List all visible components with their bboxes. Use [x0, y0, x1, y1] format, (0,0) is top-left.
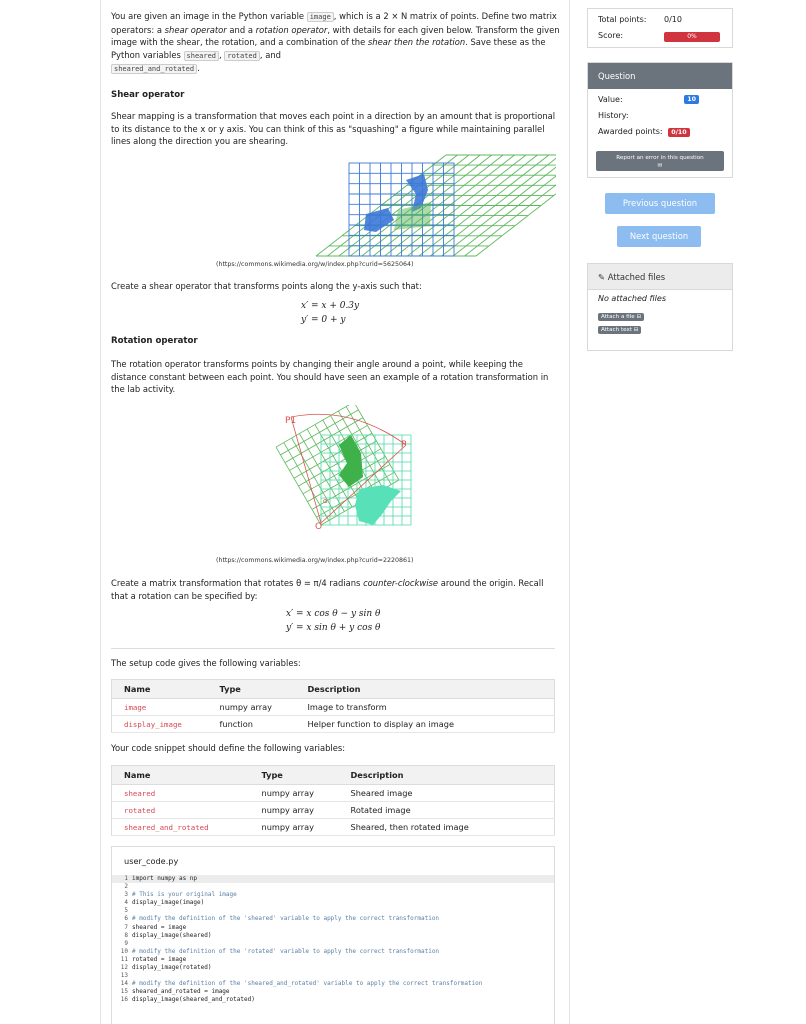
intro-text-6: , and [259, 49, 281, 60]
code-text: # This is your original image [132, 891, 237, 899]
var-rotated-chip: rotated [224, 51, 260, 61]
score-row [588, 31, 732, 40]
line-number: 14 [120, 980, 128, 988]
code-line[interactable] [112, 996, 554, 1004]
score-bar: 0% [664, 32, 720, 42]
setup-intro: The setup code gives the following variables: [111, 658, 301, 668]
awarded-label: Awarded points: [598, 127, 663, 136]
line-number: 2 [124, 883, 128, 891]
attached-files-header [588, 264, 732, 290]
line-number: 15 [120, 988, 128, 996]
define-header-name: Name [112, 766, 250, 785]
line-number: 12 [120, 964, 128, 972]
code-line[interactable] [112, 891, 554, 899]
table-row [112, 699, 555, 716]
attach-file-button[interactable] [598, 313, 644, 321]
attach-text-label: Attach text [601, 327, 632, 333]
intro-em-rotation: rotation operator [255, 24, 328, 35]
report-error-label: Report an error in this question [616, 155, 704, 161]
code-line[interactable] [112, 875, 554, 883]
code-line[interactable] [112, 956, 554, 964]
shear-heading: Shear operator [111, 90, 185, 100]
original-rotation-shape [355, 485, 401, 525]
intro-text-3: and a [226, 24, 256, 35]
intro-text-2: , which is a 2 × N matrix of points. Define two matrix operators: a [111, 11, 557, 35]
code-line[interactable] [112, 964, 554, 972]
line-number: 16 [120, 996, 128, 1004]
code-text: rotated = image [132, 955, 187, 963]
rotation-heading: Rotation operator [111, 336, 198, 346]
cell-name: rotated [112, 802, 250, 819]
setup-header-type: Type [208, 680, 296, 699]
cell-type: numpy array [250, 819, 339, 836]
code-editor-card [111, 846, 555, 1024]
intro-em-order: shear then the rotation [367, 37, 466, 48]
history-row [588, 111, 732, 127]
awarded-badge: 0/10 [668, 128, 689, 137]
code-line[interactable] [112, 948, 554, 956]
cell-desc: Image to transform [296, 699, 555, 716]
cell-type: numpy array [250, 785, 339, 802]
radius-line-p1 [291, 417, 321, 523]
score-label: Score: [598, 31, 624, 40]
shear-figure [216, 150, 556, 260]
value-row [588, 95, 732, 111]
sheared-shape [364, 208, 394, 232]
report-error-button[interactable] [596, 151, 724, 171]
line-number: 1 [124, 875, 128, 882]
line-number: 6 [124, 915, 128, 923]
var-sheared-chip: sheared [184, 51, 220, 61]
code-line[interactable] [112, 988, 554, 996]
attach-text-button[interactable] [598, 326, 641, 334]
code-text: sheared_and_rotated = image [132, 988, 230, 996]
cell-desc: Sheared image [339, 785, 555, 802]
label-o: O [315, 522, 323, 532]
question-body [100, 0, 570, 1024]
code-line[interactable] [112, 924, 554, 932]
intro-text: You are given an image in the Python variable image , which is a 2 × N matrix of points. Define two matrix operators: a shear operator and a rotation operator, with details for each given below. Transform the given image with the shear, the rotation, and a combination of the shear then the rotation. Save these as the Python variables sheared , rotated , and sheared_and_rotated . [111, 11, 560, 74]
code-line[interactable] [112, 972, 554, 980]
code-line[interactable] [112, 907, 554, 915]
total-points-value: 0/10 [664, 15, 682, 24]
awarded-row [588, 127, 732, 145]
attached-files-card [587, 263, 733, 351]
label-alpha: α [323, 497, 328, 505]
shear-eq-2: y′ = 0 + y [301, 315, 346, 325]
label-p: P [401, 440, 407, 450]
setup-header-desc: Description [296, 680, 555, 699]
define-header-desc: Description [339, 766, 555, 785]
line-number: 13 [120, 972, 128, 980]
code-text: # modify the definition of the 'sheared' variable to apply the correct transformation [132, 915, 440, 923]
cell-desc: Helper function to display an image [296, 716, 555, 733]
text-icon: ⊟ [633, 327, 639, 333]
divider [111, 648, 555, 649]
code-text: display_image(sheared_and_rotated) [132, 996, 255, 1004]
setup-header-name: Name [112, 680, 208, 699]
var-image-chip: image [307, 12, 334, 22]
line-number: 4 [124, 899, 128, 907]
cell-name: display_image [112, 716, 208, 733]
rotation-instruction-em: counter-clockwise [363, 578, 439, 588]
upload-icon: ⊟ [636, 314, 642, 320]
question-card [587, 62, 733, 178]
code-text: display_image(image) [132, 899, 205, 907]
shear-eq-1: x′ = x + 0.3y [301, 301, 360, 311]
code-text: # modify the definition of the 'rotated' variable to apply the correct transformation [132, 947, 440, 955]
points-card [587, 8, 733, 48]
code-text: display_image(sheared) [132, 931, 212, 939]
line-number: 10 [120, 947, 128, 955]
code-line[interactable] [112, 883, 554, 891]
sheared-shape-green [394, 202, 431, 230]
intro-text-5: . Save these as the Python variables [111, 37, 546, 60]
table-row [112, 716, 555, 733]
define-intro: Your code snippet should define the following variables: [111, 743, 346, 753]
define-header-type: Type [250, 766, 339, 785]
rotation-eq-2: y′ = x sin θ + y cos θ [286, 623, 381, 633]
line-number: 9 [124, 939, 128, 947]
label-p1: P1 [285, 416, 297, 426]
previous-question-button[interactable]: Previous question [605, 193, 715, 214]
cell-type: function [208, 716, 296, 733]
question-header: Question [588, 63, 732, 89]
line-number: 8 [124, 931, 128, 939]
line-number: 5 [124, 907, 128, 915]
code-text: sheared = image [132, 923, 187, 931]
intro-text-1: You are given an image in the Python variable [111, 11, 307, 21]
code-text: import numpy as np [132, 875, 198, 882]
rotation-instruction-a: Create a matrix transformation that rotates θ = π/4 radians [111, 578, 364, 588]
attach-file-row [588, 311, 732, 321]
no-files-text: No attached files [598, 294, 666, 303]
attached-files-title: Attached files [607, 272, 666, 282]
rotation-description: The rotation operator transforms points by changing their angle around a point, while keeping the distance constant between each point. You should have seen an example of a rotation transformation in the lab activity. [111, 359, 549, 395]
rotation-credit: (https://commons.wikimedia.org/w/index.php?curid=2220861) [216, 557, 414, 564]
sheared-grid [316, 155, 556, 256]
code-line[interactable] [112, 915, 554, 923]
setup-table [111, 679, 555, 733]
table-row [112, 785, 555, 802]
code-line[interactable] [112, 899, 554, 907]
rotation-eq-1: x′ = x cos θ − y sin θ [286, 609, 381, 619]
code-text: display_image(rotated) [132, 964, 212, 972]
line-number: 7 [124, 923, 128, 931]
rotation-instruction [111, 577, 556, 602]
cell-name: sheared [112, 785, 250, 802]
report-error-icon: ✉ [657, 163, 663, 169]
shear-credit: (https://commons.wikimedia.org/w/index.php?curid=5625064) [216, 261, 414, 268]
attach-text-row [588, 324, 732, 334]
grid-line [276, 405, 354, 447]
paperclip-icon: ✎ [598, 272, 606, 282]
line-number: 11 [120, 955, 128, 963]
intro-text-4: , with details for each given below. Transform the given image with the shear, the rotation, and a combination of the [111, 24, 560, 48]
var-combo-chip: sheared_and_rotated [111, 64, 197, 74]
code-filename: user_code.py [124, 856, 179, 866]
define-table [111, 765, 555, 836]
table-row [112, 819, 555, 836]
intro-em-shear: shear operator [164, 24, 227, 35]
shear-description: Shear mapping is a transformation that moves each point in a direction by an amount that is proportional to its distance to the x or y axis. You can think of this as "squashing" a figure while maintaining parallel lines along the direction you are shearing. [111, 111, 556, 147]
cell-name: image [112, 699, 208, 716]
rotation-instruction-b: around the origin. Recall that a rotation can be specified by: [111, 578, 544, 601]
next-question-button[interactable]: Next question [617, 226, 701, 247]
table-row [112, 802, 555, 819]
code-line[interactable] [112, 940, 554, 948]
cell-type: numpy array [208, 699, 296, 716]
shear-instruction: Create a shear operator that transforms points along the y-axis such that: [111, 281, 422, 291]
value-badge: 10 [684, 95, 699, 104]
code-text: # modify the definition of the 'sheared_and_rotated' variable to apply the correct transformation [132, 980, 483, 988]
value-label: Value: [598, 95, 623, 104]
total-points-label: Total points: [598, 15, 647, 24]
rotation-figure [251, 405, 421, 540]
cell-type: numpy array [250, 802, 339, 819]
code-line[interactable] [112, 932, 554, 940]
attach-file-label: Attach a file [601, 314, 635, 320]
total-points-row [588, 15, 732, 24]
cell-name: sheared_and_rotated [112, 819, 250, 836]
cell-desc: Sheared, then rotated image [339, 819, 555, 836]
line-number: 3 [124, 891, 128, 899]
cell-desc: Rotated image [339, 802, 555, 819]
code-editor[interactable] [112, 875, 554, 1005]
code-line[interactable] [112, 980, 554, 988]
history-label: History: [598, 111, 629, 120]
